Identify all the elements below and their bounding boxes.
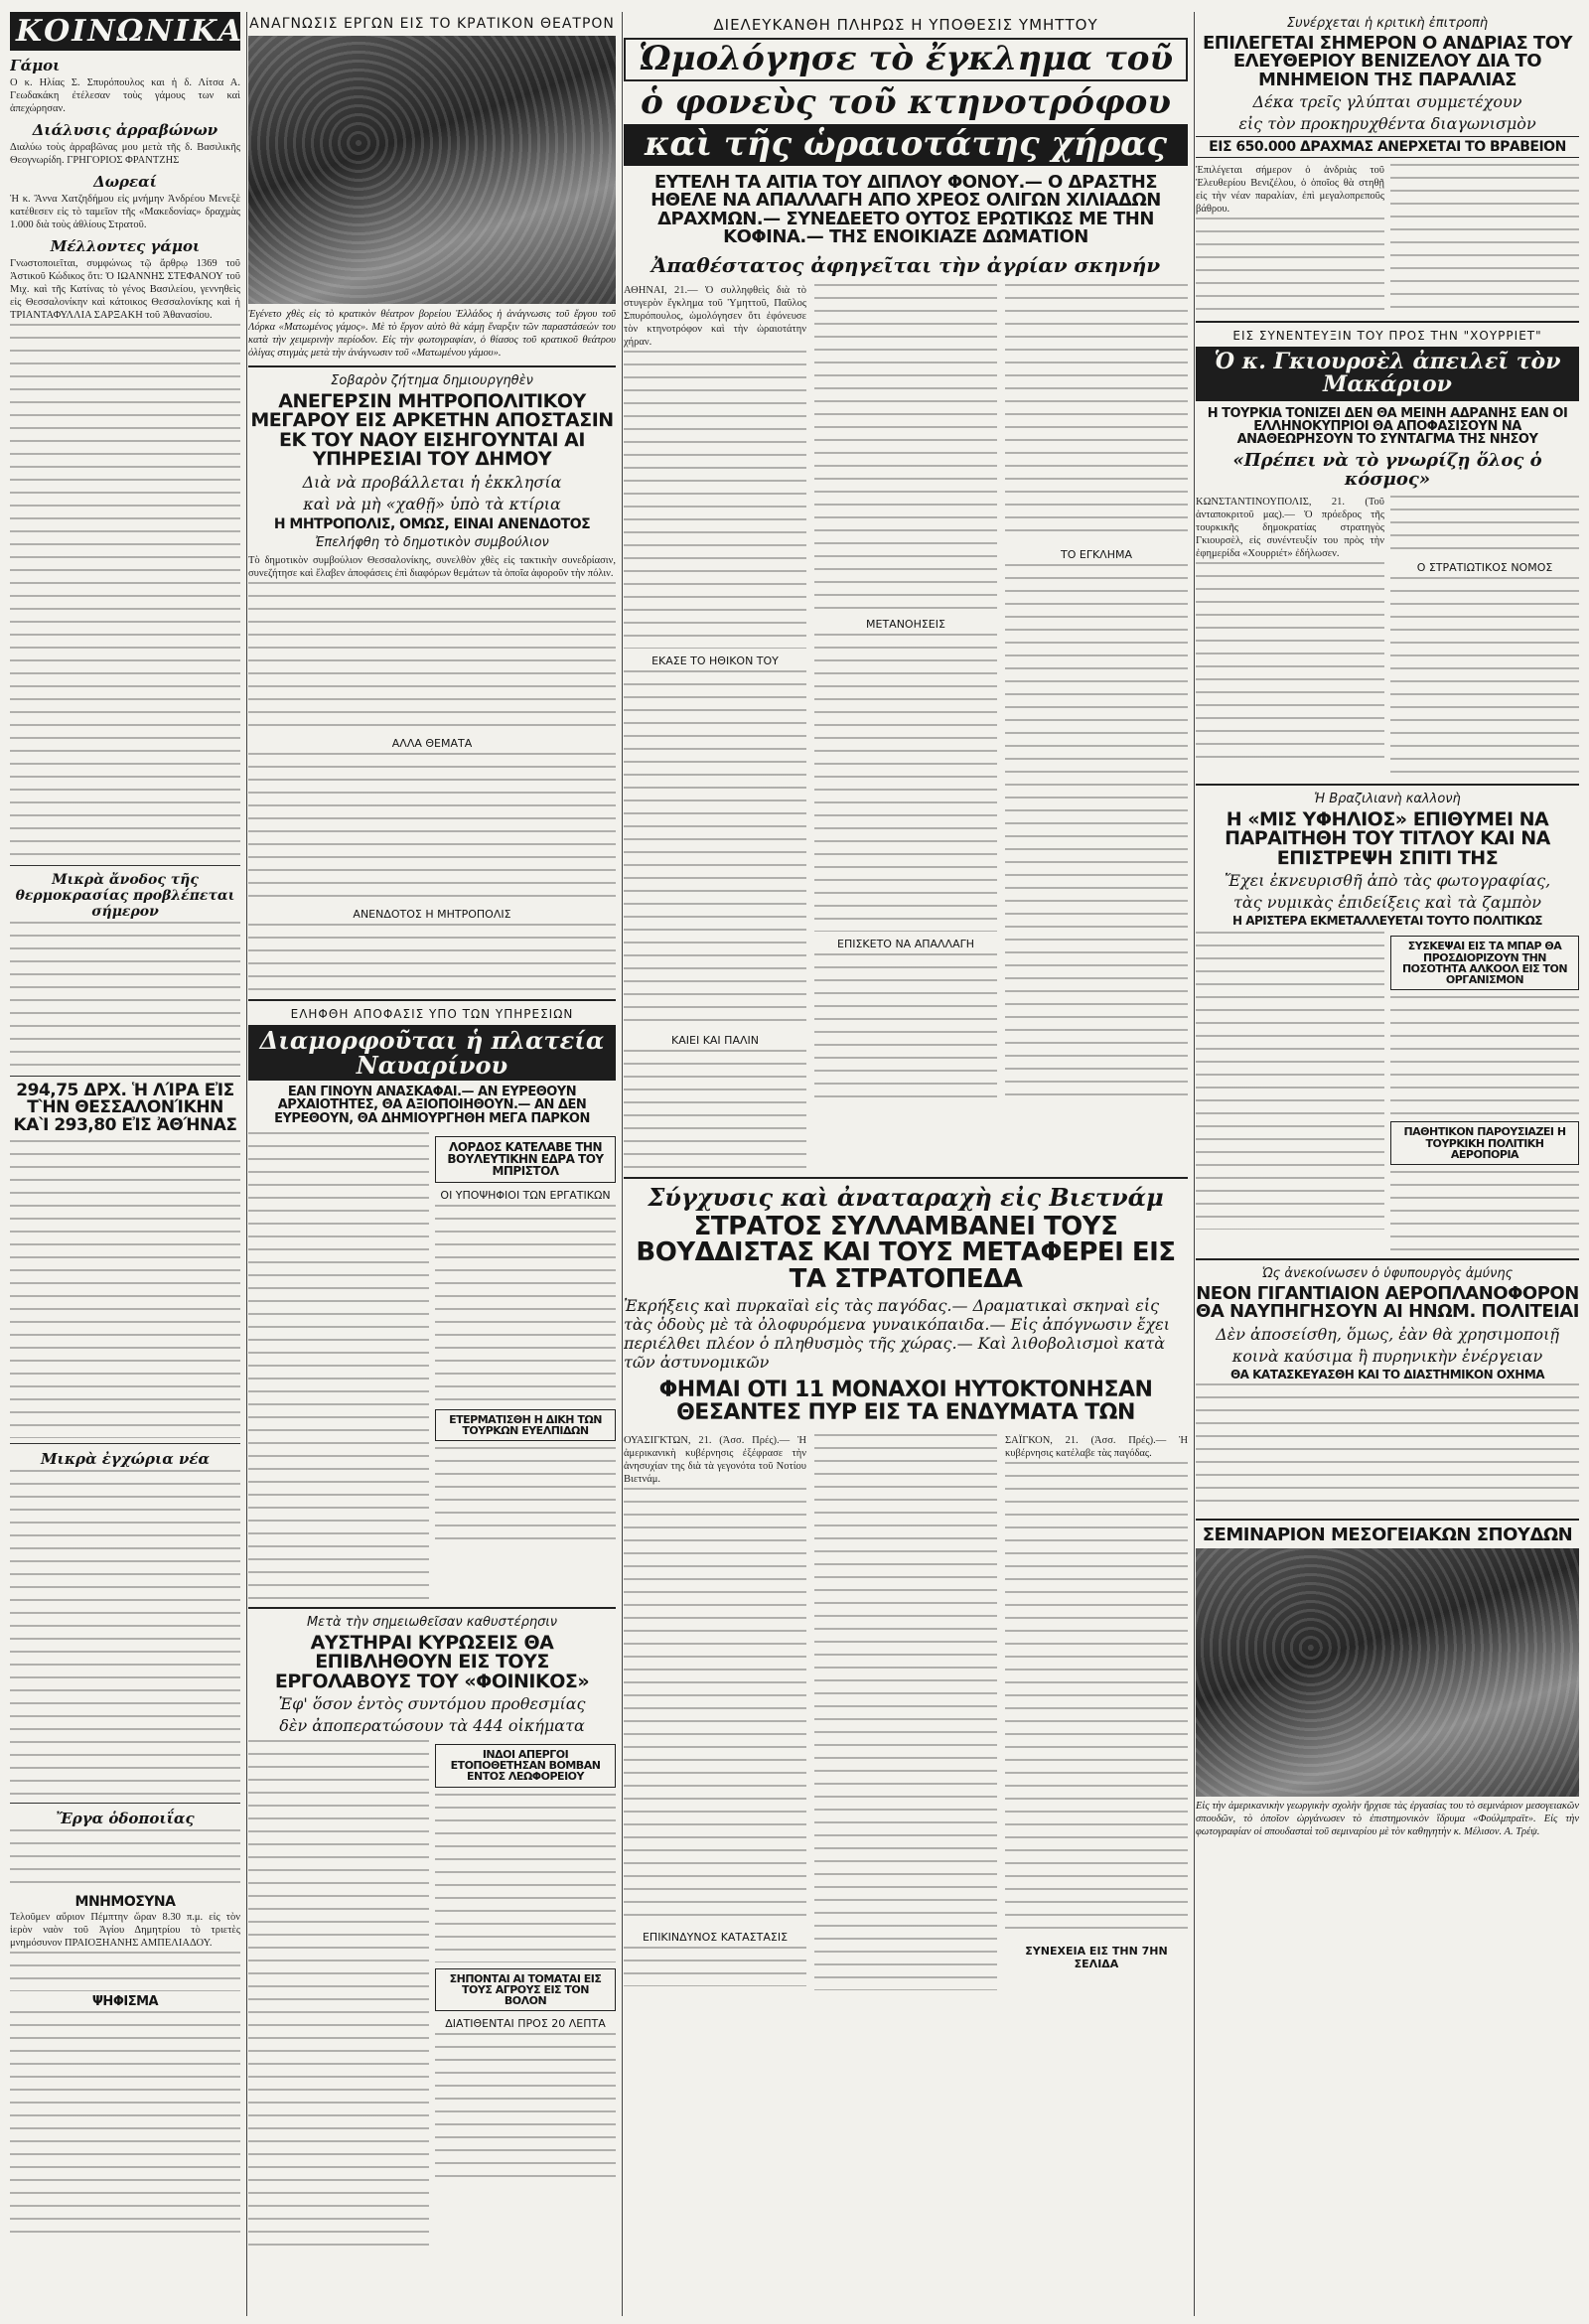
other-issues-subhead: ΑΛΛΑ ΘΕΜΑΤΑ [391, 736, 473, 750]
seminar-headline: ΣΕΜΙΝΑΡΙΟΝ ΜΕΣΟΓΕΙΑΚΩΝ ΣΠΟΥΔΩΝ [1202, 1524, 1573, 1545]
roadworks-heading: Ἔργα ὁδοποιΐας [56, 1809, 195, 1827]
phoenix-sub-2: δὲν ἀποπερατώσουν τὰ 444 οἰκήματα [279, 1716, 585, 1736]
miss-universe-sub-2: τὰς νυμικὰς ἐπιδείξεις καὶ τὰ ζαμπὸν [1233, 893, 1541, 913]
weather-text-block [10, 922, 240, 1071]
miss-universe-sub-1: Ἔχει ἐκνευρισθῆ ἀπὸ τὰς φωτογραφίας, [1224, 871, 1551, 891]
gold-price-heading: 294,75 ΔΡΧ. Ἡ ΛΊΡΑ ΕἸΣ ΤῊΝ ΘΕΣΣΑΛΟΝΊΚΗΝ ΚΑῚ 293,80 ΕἸΣ ἈΘΉΝΑΣ [13, 1081, 237, 1135]
confession-text-block-7 [1005, 284, 1188, 542]
roadworks-text-block [10, 1829, 240, 1889]
metropolis-sub-3: Η ΜΗΤΡΟΠΟΛΙΣ, ΟΜΩΣ, ΕΙΝΑΙ ΑΝΕΝΔΟΤΟΣ [273, 515, 591, 532]
tomatoes-box: ΣΗΠΟΝΤΑΙ ΑΙ ΤΟΜΑΤΑΙ ΕΙΣ ΤΟΥΣ ΑΓΡΟΥΣ ΕΙΣ ΤΟΝ ΒΟΛΟΝ [435, 1968, 616, 2012]
confession-text-block-6 [814, 953, 997, 1102]
indian-strikers-text-block [435, 1794, 616, 1962]
seminar-photo [1196, 1548, 1579, 1797]
confession-headline-2: ὁ φονεὺς τοῦ κτηνοτρόφου [641, 81, 1171, 122]
turkish-airline-box: ΠΑΘΗΤΙΚΟΝ ΠΑΡΟΥΣΙΑΖΕΙ Η ΤΟΥΡΚΙΚΗ ΠΟΛΙΤΙΚΗ ΑΕΡΟΠΟΡΙΑ [1390, 1121, 1579, 1165]
metropolis-sub-1: Διὰ νὰ προβάλλεται ἡ ἐκκλησία [302, 472, 562, 492]
dangerous-situation-subhead: ΕΠΙΚΙΝΔΥΝΟΣ ΚΑΤΑΣΤΑΣΙΣ [642, 1931, 789, 1945]
social-masthead: ΚΟΙΝΩΝΙΚΑ [10, 12, 240, 51]
venizelos-text-block-1 [1196, 218, 1384, 312]
metropolis-sub-2: καὶ νὰ μὴ «χαθῇ» ὑπὸ τὰ κτίρια [303, 494, 561, 513]
confession-text-block-5 [814, 634, 997, 932]
miss-universe-sub-3: Η ΑΡΙΣΤΕΡΑ ΕΚΜΕΤΑΛΛΕΥΕΤΑΙ ΤΟΥΤΟ ΠΟΛΙΤΙΚΩΣ [1232, 914, 1542, 929]
resolution-text-block [10, 2011, 240, 2240]
navarinou-kicker: ΕΛΗΦΘΗ ΑΠΟΦΑΣΙΣ ΥΠΟ ΤΩΝ ΥΠΗΡΕΣΙΩΝ [290, 1006, 574, 1021]
escape-subhead: ΕΠΙΣΚΕΤΟ ΝΑ ΑΠΑΛΛΑΓΗ [837, 937, 974, 950]
miss-universe-kicker: Ἡ Βραζιλιανὴ καλλονὴ [1314, 792, 1461, 807]
hymettus-kicker: ΔΙΕΛΕΥΚΑΝΘΗ ΠΛΗΡΩΣ Η ΥΠΟΘΕΣΙΣ ΥΜΗΤΤΟΥ [713, 16, 1098, 34]
memorials-heading: ΜΝΗΜΟΣΥΝΑ [74, 1893, 176, 1910]
confession-body: ΑΘΗΝΑΙ, 21.— Ὁ συλληφθεὶς διὰ τὸ στυγερὸν ἔγκλημα τοῦ Ὑμηττοῦ, Παῦλος Σπυρόπουλος, ὡμολόγησεν ὅτι ἐφόνευσε τὸν κτηνοτρόφον καὶ τὴν ὡραιοτάτην χήραν. [624, 284, 806, 348]
donations-heading: Δωρεαί [93, 173, 157, 191]
gursel-kicker: ΕΙΣ ΣΥΝΕΝΤΕΥΞΙΝ ΤΟΥ ΠΡΟΣ ΤΗΝ "ΧΟΥΡΡΙΕΤ" [1232, 329, 1542, 344]
local-news-heading: Μικρὰ ἐγχώρια νέα [40, 1449, 211, 1468]
engagement-text: Διαλύω τοὺς ἀρραβῶνας μου μετὰ τῆς δ. Βασιλικῆς Θεογνωρίδη. ΓΡΗΓΟΡΙΟΣ ΦΡΑΝΤΖΗΣ [10, 142, 240, 166]
seminar-caption: Εἰς τὴν ἀμερικανικὴν γεωργικὴν σχολὴν ἤρχισε τὰς ἐργασίας του τὸ σεμινάριον μεσογειακῶν σπουδῶν, τὸ ὁποῖον ὠργάνωσεν τὸ ἐπιστημονικὸν ἵδρυμα «Φούλμπραϊτ». Εἰς τὴν φωτογραφίαν οἱ σπουδασταὶ τοῦ σεμιναρίου μὲ τὸν καθηγητὴν κ. Μέλισον. Α. Τρέψ. [1196, 1801, 1579, 1838]
column-venizelos-world [1196, 12, 1579, 2316]
weddings-text: Ο κ. Ηλίας Σ. Σπυρόπουλος και ἡ δ. Λίτσα Α. Γεωδακάκη ἐτέλεσαν τοὺς γάμους των καὶ ἀπεχώρησαν. [10, 77, 240, 114]
confession-headline-1: Ὡμολόγησε τὸ ἔγκλημα τοῦ [624, 38, 1188, 81]
column-social [10, 12, 247, 2316]
metropolis-text-block [248, 582, 616, 731]
carrier-kicker: Ὡς ἀνεκοίνωσεν ὁ ὑφυπουργὸς ἀμύνης [1261, 1265, 1514, 1281]
continued-page-7: ΣΥΝΕΧΕΙΑ ΕΙΣ ΤΗΝ 7ΗΝ ΣΕΛΙΔΑ [1025, 1945, 1168, 1971]
venizelos-body: Ἐπιλέγεται σήμερον ὁ ἀνδριὰς τοῦ Ἐλευθερίου Βενιζέλου, ὁ ὁποῖος θὰ στηθῇ εἰς τὴν νέαν παραλίαν, ἐπὶ μεγαλοπρεποῦς βάθρου. [1196, 165, 1384, 216]
announcements-text-block [10, 324, 240, 860]
metropolis-headline: ΑΝΕΓΕΡΣΙΝ ΜΗΤΡΟΠΟΛΙΤΙΚΟΥ ΜΕΓΑΡΟΥ ΕΙΣ ΑΡΚΕΤΗΝ ΑΠΟΣΤΑΣΙΝ ΕΚ ΤΟΥ ΝΑΟΥ ΕΙΣΗΓΟΥΝΤΑΙ ΑΙ ΥΠΗΡΕΣΙΑΙ ΤΟΥ ΔΗΜΟΥ [250, 390, 614, 471]
carrier-sub-3: ΘΑ ΚΑΤΑΣΚΕΥΑΣΘΗ ΚΑΙ ΤΟ ΔΙΑΣΤΗΜΙΚΟΝ ΟΧΗΜΑ [1229, 1367, 1545, 1381]
burning-subhead: ΚΑΙΕΙ ΚΑΙ ΠΑΛΙΝ [671, 1033, 759, 1047]
confession-text-block-3 [624, 1050, 806, 1169]
carrier-sub-2: κοινὰ καύσιμα ἢ πυρηνικὴν ἐνέργειαν [1231, 1346, 1543, 1366]
memorials-text: Τελοῦμεν αὔριον Πέμπτην ὥραν 8.30 π.μ. εἰς τὸν ἱερὸν ναὸν τοῦ Ἁγίου Δημητρίου τὸ τριετὲς μνημόσυνον ΠΡΑΙΟΞΗΑΝΗΣ ΑΜΠΕΛΙΑΔΟΥ. [10, 1912, 240, 1950]
miss-universe-headline: Η «ΜΙΣ ΥΦΗΛΙΟΣ» ΕΠΙΘΥΜΕΙ ΝΑ ΠΑΡΑΙΤΗΘΗ ΤΟΥ ΤΙΤΛΟΥ ΚΑΙ ΝΑ ΕΠΙΣΤΡΕΨΗ ΣΠΙΤΙ ΤΗΣ [1225, 808, 1550, 869]
vietnam-text-block-2 [624, 1947, 806, 1986]
vietnam-body: ΟΥΑΣΙΓΚΤΩΝ, 21. (Ἀσσ. Πρές).— Ἡ ἀμερικανικὴ κυβέρνησις ἐξέφρασε τὴν ἀνησυχίαν της διὰ τὰ γεγονότα τοῦ Νοτίου Βιετνάμ. [624, 1435, 806, 1486]
vietnam-text-block-4 [1005, 1462, 1188, 1939]
gursel-body: ΚΩΝΣΤΑΝΤΙΝΟΥΠΟΛΙΣ, 21. (Τοῦ ἀνταποκριτοῦ μας).— Ὁ πρόεδρος τῆς τουρκικῆς δημοκρατίας στρατηγὸς Γκιουρσὲλ, εἰς συνέντευξίν του πρὸς τὴν ἐφημερίδα «Χουρριέτ» ἐδήλωσεν. [1196, 497, 1384, 560]
other-issues-text-block [248, 753, 616, 902]
labour-candidates-subhead: ΟΙ ΥΠΟΨΗΦΙΟΙ ΤΩΝ ΕΡΓΑΤΙΚΩΝ [440, 1188, 611, 1202]
metropolis-firm-text-block [248, 924, 616, 993]
turkish-airline-text-block [1390, 1171, 1579, 1250]
carrier-headline: ΝΕΟΝ ΓΙΓΑΝΤΙΑΙΟΝ ΑΕΡΟΠΛΑΝΟΦΟΡΟΝ ΘΑ ΝΑΥΠΗΓΗΣΟΥΝ ΑΙ ΗΝΩΜ. ΠΟΛΙΤΕΙΑΙ [1196, 1282, 1579, 1323]
column-crime-vietnam [624, 12, 1195, 2316]
venizelos-sub-1: Δέκα τρεῖς γλύπται συμμετέχουν [1252, 92, 1522, 112]
confession-deck: ΕΥΤΕΛΗ ΤΑ ΑΙΤΙΑ ΤΟΥ ΔΙΠΛΟΥ ΦΟΝΟΥ.— Ο ΔΡΑΣΤΗΣ ΗΘΕΛΕ ΝΑ ΑΠΑΛΛΑΓΗ ΑΠΟ ΧΡΕΟΣ ΟΛΙΓΩΝ ΧΙΛΙΑΔΩΝ ΔΡΑΧΜΩΝ.— ΣΥΝΕΔΕΕΤΟ ΟΥΤΟΣ ΕΡΩΤΙΚΩΣ ΜΕ ΤΗΝ ΚΟΦΙΝΑ.— ΤΗΣ ΕΝΟΙΚΙΑΖΕ ΔΩΜΑΤΙΟΝ [650, 172, 1161, 248]
confession-sub: Ἀπαθέστατος ἀφηγεῖται τὴν ἀγρίαν σκηνήν [650, 252, 1161, 277]
metropolis-firm-subhead: ΑΝΕΝΔΟΤΟΣ Η ΜΗΤΡΟΠΟΛΙΣ [353, 907, 511, 921]
tomatoes-text-block [435, 2033, 616, 2182]
saigon-dateline: ΣΑΪΓΚΟΝ, 21. (Ἀσσ. Πρές).— Ἡ κυβέρνησις κατέλαβε τὰς παγόδας. [1005, 1435, 1188, 1460]
vietnam-headline: ΣΤΡΑΤΟΣ ΣΥΛΛΑΜΒΑΝΕΙ ΤΟΥΣ ΒΟΥΔΔΙΣΤΑΣ ΚΑΙ ΤΟΥΣ ΜΕΤΑΦΕΡΕΙ ΕΙΣ ΤΑ ΣΤΡΑΤΟΠΕΔΑ [636, 1211, 1176, 1294]
metropolis-sub-4: Ἐπελήφθη τὸ δημοτικὸν συμβούλιον [315, 534, 549, 550]
turkish-cadets-box: ΕΤΕΡΜΑΤΙΣΘΗ Η ΔΙΚΗ ΤΩΝ ΤΟΥΡΚΩΝ ΕΥΕΛΠΙΔΩΝ [435, 1409, 616, 1441]
vietnam-deck: Ἐκρήξεις καὶ πυρκαϊαὶ εἰς τὰς παγόδας.— Δραματικαὶ σκηναὶ εἰς τὰς ὁδοὺς μὲ τὰ ὀλοφυρόμενα γυναικόπαιδα.— Εἰς ἀπόγνωσιν ἔχει περιέλθει πλέον ὁ πληθυσμὸς τῆς χώρας.— Καὶ λιθοβολισμοὶ κατὰ τῶν ἀστυνομικῶν [624, 1296, 1171, 1373]
local-news-text-block [10, 1470, 240, 1798]
future-weddings-heading: Μέλλοντες γάμοι [50, 237, 201, 255]
confession-text-block-4 [814, 284, 997, 612]
vietnam-text-block-1 [624, 1488, 806, 1925]
confession-text-block-2 [624, 670, 806, 1028]
navarinou-text-block [248, 1132, 429, 1599]
theatre-caption: Ἐγένετο χθὲς εἰς τὸ κρατικὸν θέατρον βορείου Ἑλλάδος ἡ ἀνάγνωσις τοῦ ἔργου τοῦ Λόρκα «Ματωμένος γάμος». Μὲ τὸ ἔργον αὐτὸ θὰ κάμῃ ἔναρξιν τῶν παραστάσεών του κατὰ τὴν χειμερινὴν περίοδον. Εἰς τὴν φωτογραφίαν, ὁ θίασος τοῦ κρατικοῦ θεάτρου ὀλίγας στιγμὰς μετὰ τὴν ἀνάγνωσιν τοῦ «Ματωμένου γάμου». [248, 309, 616, 359]
bristol-text-block [435, 1205, 616, 1403]
bristol-box: ΛΟΡΔΟΣ ΚΑΤΕΛΑΒΕ ΤΗΝ ΒΟΥΛΕΥΤΙΚΗΝ ΕΔΡΑ ΤΟΥ ΜΠΡΙΣΤΟΛ [435, 1136, 616, 1183]
metropolis-kicker: Σοβαρὸν ζήτημα δημιουργηθὲν [331, 373, 533, 388]
crime-subhead: ΤΟ ΕΓΚΛΗΜΑ [1061, 547, 1132, 561]
venizelos-text-block-2 [1390, 164, 1579, 313]
navarinou-headline: Διαμορφοῦται ἡ πλατεία Ναυαρίνου [248, 1025, 616, 1081]
bars-text-block [1390, 996, 1579, 1115]
gursel-deck: Η ΤΟΥΡΚΙΑ ΤΟΝΙΖΕΙ ΔΕΝ ΘΑ ΜΕΙΝΗ ΑΔΡΑΝΗΣ ΕΑΝ ΟΙ ΕΛΛΗΝΟΚΥΠΡΙΟΙ ΘΑ ΑΠΟΦΑΣΙΣΟΥΝ ΝΑ ΑΝΑΘΕΩΡΗΣΟΥΝ ΤΟ ΣΥΝΤΑΓΜΑ ΤΗΣ ΝΗΣΟΥ [1207, 405, 1568, 448]
vietnam-kicker: Σύγχυσις καὶ ἀναταραχὴ εἰς Βιετνάμ [648, 1182, 1164, 1212]
venizelos-sub-2: εἰς τὸν προκηρυχθέντα διαγωνισμὸν [1238, 114, 1536, 134]
confession-text-block-1 [624, 351, 806, 649]
gursel-quote: «Πρέπει νὰ τὸ γνωρίζῃ ὅλος ὁ κόσμος» [1232, 450, 1542, 491]
gold-price-table [10, 1140, 240, 1438]
bars-box: ΣΥΣΚΕΨΑΙ ΕΙΣ ΤΑ ΜΠΑΡ ΘΑ ΠΡΟΣΔΙΟΡΙΖΟΥΝ ΤΗΝ ΠΟΣΟΤΗΤΑ ΑΛΚΟΟΛ ΕΙΣ ΤΟΝ ΟΡΓΑΝΙΣΜΟΝ [1390, 936, 1579, 990]
confession-headline-3: καὶ τῆς ὡραιοτάτης χήρας [624, 124, 1188, 166]
vietnam-text-block-3 [814, 1434, 997, 1990]
resolution-heading: ΨΗΦΙΣΜΑ [91, 1994, 159, 2010]
miss-universe-text-block [1196, 932, 1384, 1230]
carrier-sub-1: Δὲν ἀποσείσθη, ὅμως, ἐὰν θὰ χρησιμοποιῇ [1216, 1324, 1559, 1344]
weather-heading: Μικρὰ ἄνοδος τῆς θερμοκρασίας προβλέπεται σήμερον [15, 872, 235, 920]
engagement-heading: Διάλυσις ἀρραβώνων [32, 121, 218, 139]
gursel-headline: Ὁ κ. Γκιουρσὲλ ἀπειλεῖ τὸν Μακάριον [1196, 347, 1579, 400]
gursel-text-block-3 [1390, 577, 1579, 776]
phoenix-text-block [248, 1740, 429, 2256]
carrier-text-block [1196, 1383, 1579, 1513]
theatre-photo [248, 36, 616, 304]
indian-strikers-box: ΙΝΔΟΙ ΑΠΕΡΓΟΙ ΕΤΟΠΟΘΕΤΗΣΑΝ ΒΟΜΒΑΝ ΕΝΤΟΣ ΛΕΩΦΟΡΕΙΟΥ [435, 1744, 616, 1788]
gursel-text-block-1 [1196, 562, 1384, 761]
morale-subhead: ΕΚΑΣΕ ΤΟ ΗΘΙΚΟΝ ΤΟΥ [651, 654, 779, 667]
donations-text: Ἡ κ. Ἄννα Χατζηδήμου εἰς μνήμην Ἀνδρέου Μενεξὲ κατέθεσεν εἰς τὸ ταμεῖον τῆς «Μακεδονίας» δραχμὰς 1.000 διὰ τοὺς ἀθλίους Στρατοῦ. [10, 194, 240, 230]
theatre-kicker: ΑΝΑΓΝΩΣΙΣ ΕΡΓΩΝ ΕΙΣ ΤΟ ΚΡΑΤΙΚΟΝ ΘΕΑΤΡΟΝ [249, 16, 615, 32]
monks-headline: ΦΗΜΑΙ ΟΤΙ 11 ΜΟΝΑΧΟΙ ΗΥΤΟΚΤΟΝΗΣΑΝ ΘΕΣΑΝΤΕΣ ΠΥΡ ΕΙΣ ΤΑ ΕΝΔΥΜΑΤΑ ΤΩΝ [658, 1378, 1153, 1425]
venizelos-kicker: Συνέρχεται ἡ κριτικὴ ἐπιτροπὴ [1286, 16, 1489, 31]
weddings-heading: Γάμοι [10, 57, 61, 74]
martial-law-subhead: Ο ΣΤΡΑΤΙΩΤΙΚΟΣ ΝΟΜΟΣ [1416, 561, 1553, 575]
venizelos-prize: ΕΙΣ 650.000 ΔΡΑΧΜΑΣ ΑΝΕΡΧΕΤΑΙ ΤΟ ΒΡΑΒΕΙΟΝ [1196, 136, 1579, 158]
navarinou-deck: ΕΑΝ ΓΙΝΟΥΝ ΑΝΑΣΚΑΦΑΙ.— ΑΝ ΕΥΡΕΘΟΥΝ ΑΡΧΑΙΟΤΗΤΕΣ, ΘΑ ΑΞΙΟΠΟΙΗΘΟΥΝ.— ΑΝ ΔΕΝ ΕΥΡΕΘΟΥΝ, ΘΑ ΔΗΜΙΟΥΡΓΗΘΗ ΜΕΓΑ ΠΑΡΚΟΝ [274, 1085, 590, 1126]
column-theatre-city [248, 12, 623, 2316]
gursel-text-block-2 [1390, 496, 1579, 555]
remorse-subhead: ΜΕΤΑΝΟΗΣΕΙΣ [866, 617, 945, 631]
future-weddings-text: Γνωστοποιεῖται, συμφώνως τῷ ἄρθρῳ 1369 τοῦ Ἀστικοῦ Κώδικος ὅτι: Ὁ ΙΩΑΝΝΗΣ ΣΤΕΦΑΝΟΥ τοῦ Μιχ. καὶ τῆς Κατίνας τὸ γένος Βασιλείου, γεννηθεὶς εἰς Θεσσαλονίκην καὶ κάτοικος Θεσσαλονίκης καὶ ἡ ΤΡΙΑΝΤΑΦΥΛΛΙΑ ΣΑΡΞΑΚΗ τοῦ Ἀθανασίου. [10, 258, 240, 321]
phoenix-headline: ΑΥΣΤΗΡΑΙ ΚΥΡΩΣΕΙΣ ΘΑ ΕΠΙΒΛΗΘΟΥΝ ΕΙΣ ΤΟΥΣ ΕΡΓΟΛΑΒΟΥΣ ΤΟΥ «ΦΟΙΝΙΚΟΣ» [274, 1631, 590, 1692]
confession-text-block-8 [1005, 564, 1188, 1100]
turkish-cadets-text-block [435, 1447, 616, 1546]
venizelos-headline: ΕΠΙΛΕΓΕΤΑΙ ΣΗΜΕΡΟΝ Ο ΑΝΔΡΙΑΣ ΤΟΥ ΕΛΕΥΘΕΡΙΟΥ ΒΕΝΙΖΕΛΟΥ ΔΙΑ ΤΟ ΜΝΗΜΕΙΟΝ ΤΗΣ ΠΑΡΑΛΙΑΣ [1202, 33, 1573, 90]
phoenix-sub-1: Ἐφ' ὅσον ἐντὸς συντόμου προθεσμίας [278, 1694, 586, 1714]
metropolis-body: Τὸ δημοτικὸν συμβούλιον Θεσσαλονίκης, συνελθὸν χθὲς εἰς τακτικὴν συνεδρίασιν, συνεζήτησε καὶ ἔλαβεν ἀποφάσεις ἐπὶ διαφόρων θεμάτων τὰ ὁποῖα ἀφοροῦν τὴν πόλιν. [248, 554, 616, 579]
memorials-text-block [10, 1952, 240, 1991]
phoenix-kicker: Μετὰ τὴν σημειωθεῖσαν καθυστέρησιν [306, 1614, 558, 1630]
tomatoes-sub: ΔΙΑΤΙΘΕΝΤΑΙ ΠΡΟΣ 20 ΛΕΠΤΑ [445, 2017, 606, 2031]
